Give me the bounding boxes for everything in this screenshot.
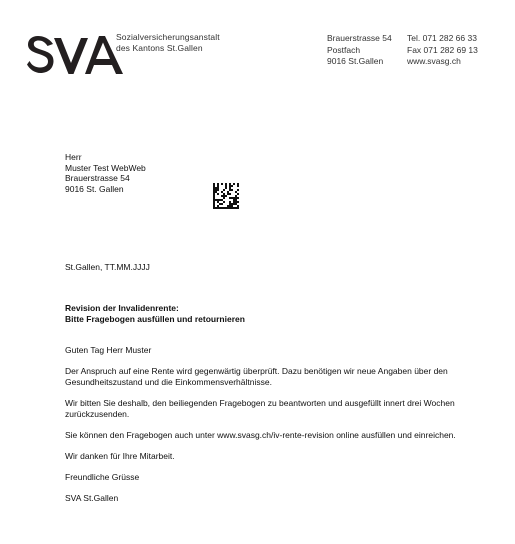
closing-line: Freundliche Grüsse [65, 472, 140, 482]
org-name [116, 32, 220, 54]
org-line: des Kantons St.Gallen [116, 43, 203, 53]
phone-line: Tel. 071 282 66 33 [407, 33, 477, 43]
subject-line: Revision der Invalidenrente: [65, 303, 179, 313]
address-line: 9016 St.Gallen [327, 56, 384, 66]
recipient-address [65, 152, 146, 194]
recipient-line: Brauerstrasse 54 [65, 173, 130, 184]
thanks-line: Wir danken für Ihre Mitarbeit. [65, 451, 175, 461]
contact-details [407, 33, 478, 68]
greeting: Guten Tag Herr Muster [65, 345, 152, 355]
datamatrix-code [213, 183, 239, 209]
signature-line: SVA St.Gallen [65, 493, 119, 503]
address-line: Postfach [327, 44, 361, 55]
paragraph: Wir bitten Sie deshalb, den beiliegenden Fragebogen zu beantworten und ausgefüllt innert drei Wochen zurückzusenden. [65, 398, 455, 419]
recipient-line: Muster Test WebWeb [65, 162, 146, 173]
recipient-line: Herr [65, 152, 82, 162]
paragraph: Sie können den Fragebogen auch unter www.svasg.ch/iv-rente-revision online ausfüllen und einreichen. [65, 430, 456, 440]
paragraph: Der Anspruch auf eine Rente wird gegenwärtig überprüft. Dazu benötigen wir neue Angaben über den Gesundheitszustand und die Einkommensverhältnisse. [65, 366, 448, 387]
recipient-line: 9016 St. Gallen [65, 183, 124, 194]
contact-address [327, 33, 392, 68]
fax-line: Fax 071 282 69 13 [407, 44, 478, 55]
website-link[interactable]: www.svasg.ch [407, 56, 461, 66]
org-line: Sozialversicherungsanstalt [116, 32, 220, 42]
letter-body [65, 345, 505, 514]
date-line: St.Gallen, TT.MM.JJJJ [65, 262, 150, 272]
sva-logo [27, 30, 125, 80]
address-line: Brauerstrasse 54 [327, 33, 392, 43]
subject-line: Bitte Fragebogen ausfüllen und retournieren [65, 313, 245, 324]
letter-subject [65, 303, 245, 325]
